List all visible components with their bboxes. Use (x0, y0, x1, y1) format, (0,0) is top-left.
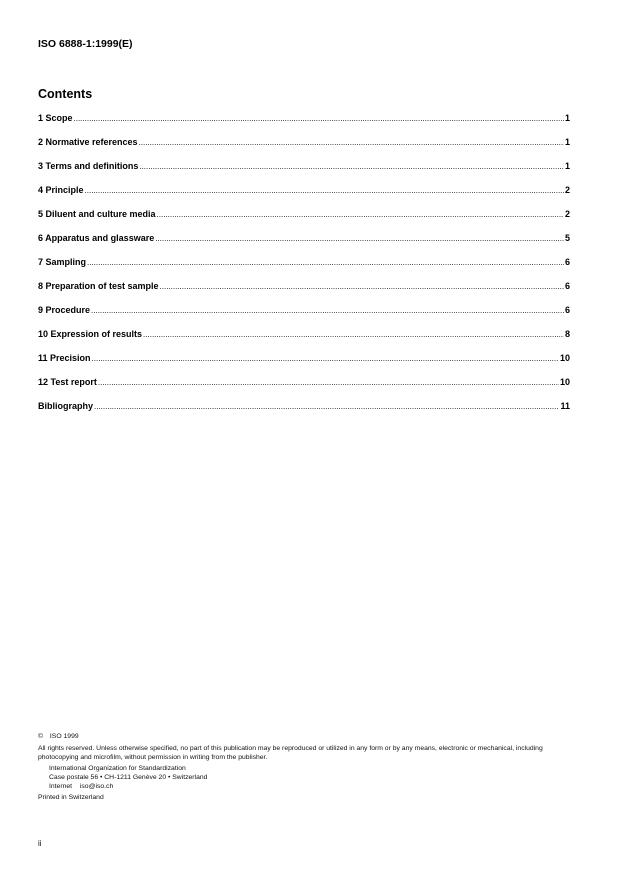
toc-entry-label: 2 Normative references (38, 137, 138, 147)
publisher-address (38, 764, 583, 791)
toc-entry-page: 11 (560, 401, 570, 411)
toc-dot-leader (74, 114, 564, 123)
toc-entry-apparatus-and-glassware[interactable] (38, 233, 570, 257)
toc-dot-leader (157, 210, 564, 219)
toc-entry-bibliography[interactable] (38, 401, 570, 425)
toc-entry-page: 6 (564, 257, 570, 267)
toc-dot-leader (85, 186, 564, 195)
toc-dot-leader (98, 378, 559, 387)
copyright-block (38, 732, 583, 802)
organization-name: International Organization for Standardization (49, 765, 186, 772)
toc-dot-leader (91, 306, 564, 315)
internet-contact (49, 782, 583, 791)
contents-title: Contents (38, 87, 93, 101)
toc-entry-label: 10 Expression of results (38, 329, 143, 339)
table-of-contents (38, 113, 570, 425)
page-number: ii (38, 839, 42, 848)
toc-entry-page: 10 (559, 377, 570, 387)
toc-entry-label: 11 Precision (38, 353, 91, 363)
toc-dot-leader (139, 162, 564, 171)
toc-entry-label: 7 Sampling (38, 257, 87, 267)
toc-dot-leader (92, 354, 559, 363)
toc-entry-preparation-of-test-sample[interactable] (38, 281, 570, 305)
toc-entry-procedure[interactable] (38, 305, 570, 329)
toc-entry-page: 2 (564, 185, 570, 195)
toc-entry-page: 1 (564, 113, 570, 123)
printed-in-text: Printed in Switzerland (38, 794, 104, 801)
document-id-header: ISO 6888-1:1999(E) (38, 38, 133, 50)
toc-entry-principle[interactable] (38, 185, 570, 209)
toc-entry-page: 6 (564, 305, 570, 315)
toc-entry-diluent-and-culture-media[interactable] (38, 209, 570, 233)
email-link[interactable]: iso@iso.ch (79, 783, 114, 790)
toc-dot-leader (160, 282, 564, 291)
toc-entry-page: 2 (564, 209, 570, 219)
toc-entry-page: 1 (564, 161, 570, 171)
toc-entry-page: 6 (564, 281, 570, 291)
toc-entry-label: 12 Test report (38, 377, 97, 387)
toc-entry-label: 6 Apparatus and glassware (38, 233, 155, 243)
toc-entry-terms-and-definitions[interactable] (38, 161, 570, 185)
toc-entry-expression-of-results[interactable] (38, 329, 570, 353)
toc-entry-scope[interactable] (38, 113, 570, 137)
toc-entry-label: Bibliography (38, 401, 94, 411)
toc-dot-leader (139, 138, 564, 147)
toc-entry-label: 1 Scope (38, 113, 73, 123)
toc-dot-leader (155, 234, 564, 243)
rights-reserved-text: All rights reserved. Unless otherwise specified, no part of this publication may be reproduced or utilized in any form or by any means, electronic or mechanical, including photocopying and microfilm, without permission in writing from the publisher. (38, 745, 543, 761)
toc-entry-sampling[interactable] (38, 257, 570, 281)
toc-entry-label: 3 Terms and definitions (38, 161, 139, 171)
toc-entry-test-report[interactable] (38, 377, 570, 401)
toc-entry-label: 8 Preparation of test sample (38, 281, 159, 291)
copyright-text: ISO 1999 (49, 733, 79, 740)
toc-dot-leader (87, 258, 564, 267)
copyright-icon: © (38, 733, 44, 740)
toc-dot-leader (143, 330, 564, 339)
toc-dot-leader (94, 402, 559, 411)
toc-entry-label: 5 Diluent and culture media (38, 209, 156, 219)
toc-entry-page: 1 (564, 137, 570, 147)
internet-label: Internet (49, 783, 73, 790)
toc-entry-page: 8 (564, 329, 570, 339)
toc-entry-normative-references[interactable] (38, 137, 570, 161)
toc-entry-precision[interactable] (38, 353, 570, 377)
toc-entry-page: 5 (564, 233, 570, 243)
toc-entry-label: 9 Procedure (38, 305, 91, 315)
postal-address: Case postale 56 • CH-1211 Genève 20 • Switzerland (49, 774, 208, 781)
toc-entry-label: 4 Principle (38, 185, 84, 195)
toc-entry-page: 10 (559, 353, 570, 363)
copyright-notice (38, 732, 583, 741)
